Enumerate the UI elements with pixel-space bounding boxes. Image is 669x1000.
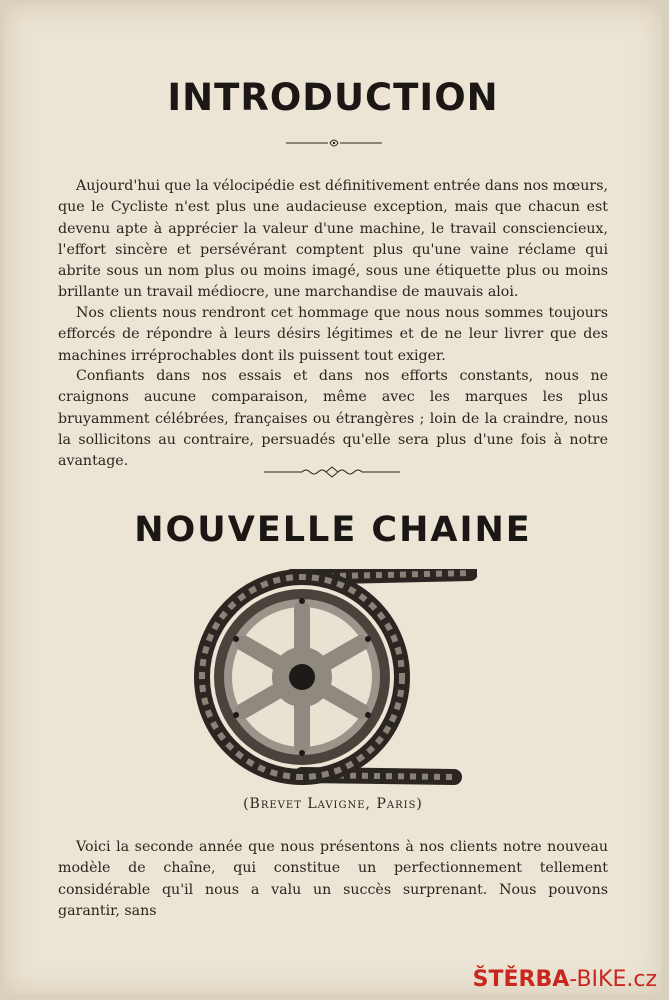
watermark-brand: ŠTĚRBA: [472, 967, 570, 992]
title-ornament: [284, 136, 384, 150]
intro-paragraph-2: Nos clients nous rendront cet hommage que nous nous sommes toujours efforcés de répondre à leurs désirs légitimes et de ne leur livrer que des machines irréprochables dont ils puissent tout exiger.: [58, 305, 608, 364]
section-ornament: [262, 464, 402, 480]
site-watermark: [473, 967, 657, 992]
catalog-page: [4, 4, 662, 994]
introduction-title: INTRODUCTION: [167, 76, 499, 119]
watermark-suffix: -BIKE.cz: [569, 967, 657, 992]
chain-sprocket-illustration: [192, 569, 477, 791]
intro-paragraph-1: Aujourd'hui que la vélocipédie est définitivement entrée dans nos mœurs, que le Cycliste n'est plus une audacieuse exception, mais que chacun est devenu apte à apprécier la valeur d'une machine, le travail consciencieux, l'effort sincère et persévérant comptent plus qu'une vaine réclame qui abrite sous un nom plus ou moins imagé, sous une étiquette plus ou moins brillante un travail médiocre, une marchandise de mauvais aloi.: [58, 178, 608, 301]
nouvelle-chaine-title: NOUVELLE CHAINE: [134, 510, 532, 550]
figure-caption: (Brevet Lavigne, Paris): [243, 796, 423, 812]
chain-paragraph: Voici la seconde année que nous présentons à nos clients notre nouveau modèle de chaîne, qui constitue un perfectionnement tellement considérable qu'il nous a valu un succès surprenant. Nous pouvons garantir, sans: [58, 839, 608, 919]
intro-paragraph-3: Confiants dans nos essais et dans nos efforts constants, nous ne craignons aucune comparaison, même avec les marques les plus bruyamment célébrées, françaises ou étrangères ; loin de la craindre, nous la sollicitons au contraire, persuadés qu'elle sera plus d'une fois à notre avantage.: [58, 368, 608, 470]
